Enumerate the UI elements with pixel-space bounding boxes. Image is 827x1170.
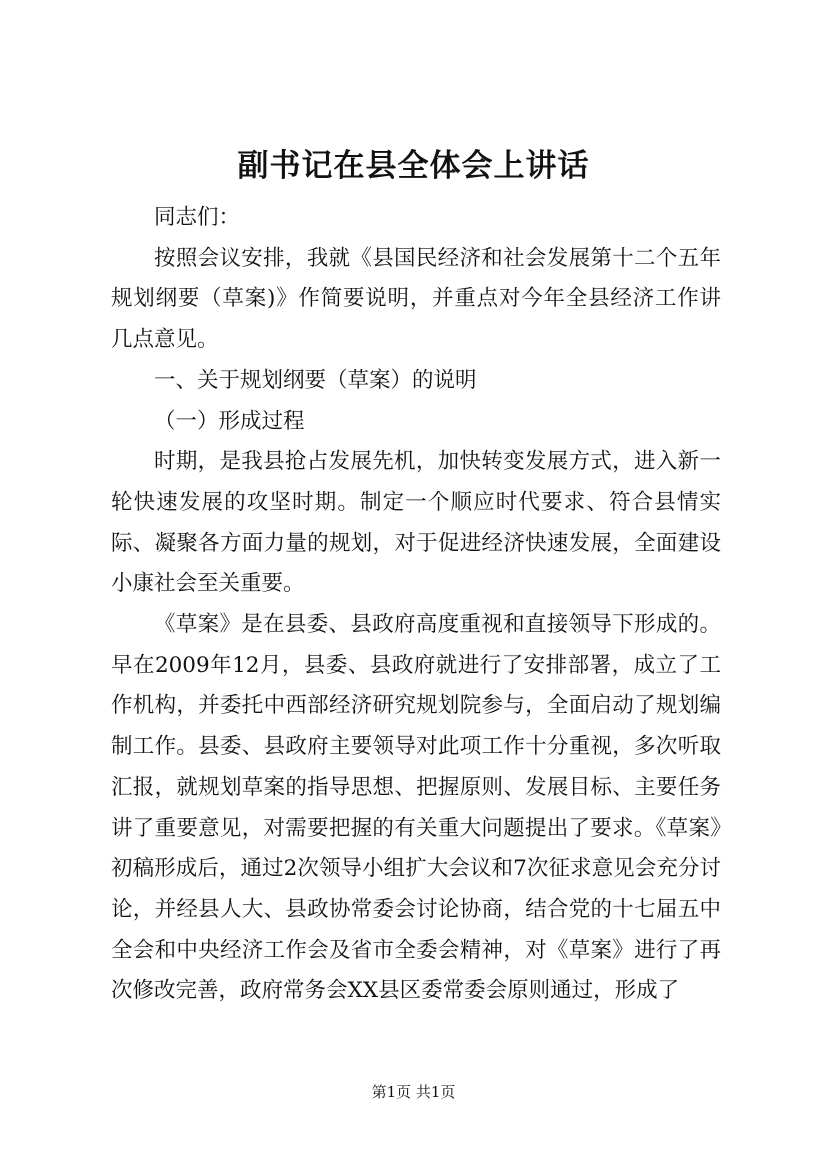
paragraph-draft-formation: 《草案》是在县委、县政府高度重视和直接领导下形成的。早在2009年12月，县委、县政府就进行了安排部署，成立了工作机构，并委托中西部经济研究规划院参与，全面启动了规划编制工作。县委、县政府主要领导对此项工作十分重视，多次听取汇报，就规划草案的指导思想、把握原则、发展目标、主要任务讲了重要意见，对需要把握的有关重大问题提出了要求。《草案》初稿形成后，通过2次领导小组扩大会议和7次征求意见会充分讨论，并经县人大、县政协常委会讨论协商，结合党的十七届五中全会和中央经济工作会及省市全委会精神，对《草案》进行了再次修改完善，政府常务会XX县区委常委会原则通过，形成了 — [111, 612, 721, 1004]
salutation: 同志们： — [154, 205, 241, 230]
section-heading-1: 一、关于规划纲要（草案）的说明 — [154, 367, 477, 393]
paragraph-period: 时期，是我县抢占发展先机，加快转变发展方式，进入新一轮快速发展的攻坚时期。制定一个顺应时代要求、符合县情实际、凝聚各方面力量的规划，对于促进经济快速发展，全面建设小康社会至关重要。 — [111, 449, 721, 597]
document-body — [111, 198, 721, 1012]
document-title: 副书记在县全体会上讲话 — [237, 148, 590, 184]
paragraph-intro: 按照会议安排，我就《县国民经济和社会发展第十二个五年规划纲要（草案)》作简要说明，并重点对今年全县经济工作讲几点意见。 — [111, 245, 721, 353]
page-footer: 第1页 共1页 — [371, 1083, 456, 1101]
subsection-heading-1: （一）形成过程 — [154, 408, 305, 434]
